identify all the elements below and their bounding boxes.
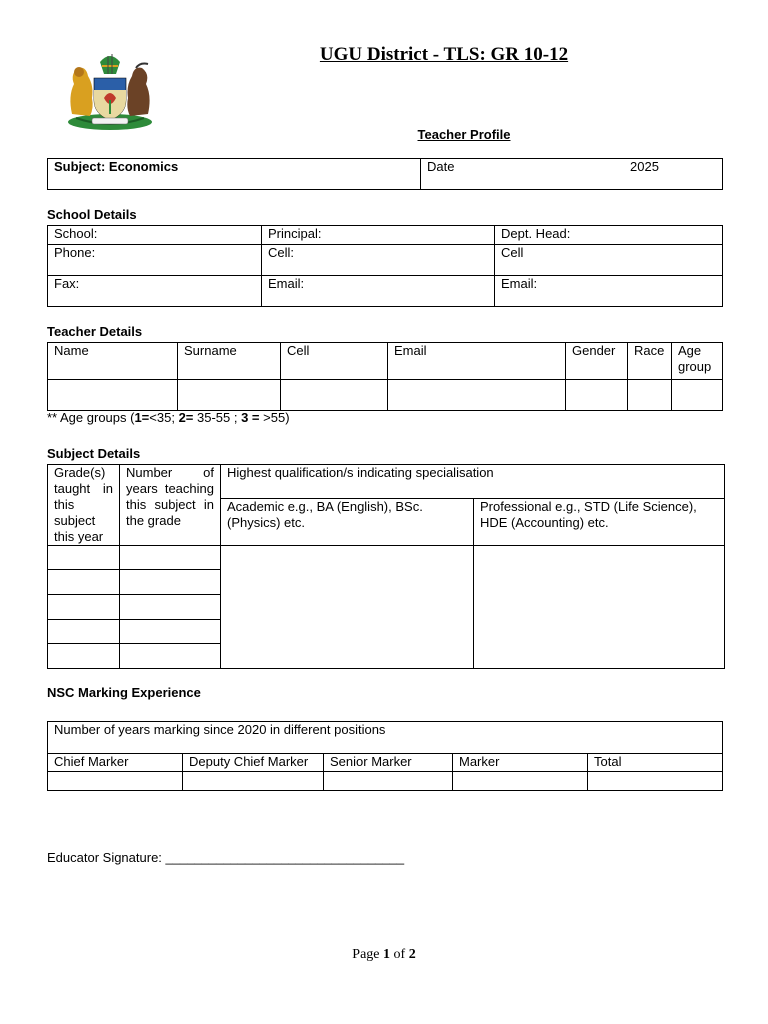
academic-input-cell[interactable] <box>221 546 474 669</box>
principal-field[interactable]: Principal: <box>262 226 495 245</box>
page-current: 1 <box>383 947 391 962</box>
years-input-cell[interactable] <box>120 644 221 669</box>
years-input-cell[interactable] <box>120 595 221 620</box>
column-header-chief-marker: Chief Marker <box>48 754 183 772</box>
fax-field[interactable]: Fax: <box>48 276 262 307</box>
email-input-cell[interactable] <box>388 380 566 411</box>
name-input-cell[interactable] <box>48 380 178 411</box>
dept-head-field[interactable]: Dept. Head: <box>495 226 723 245</box>
page-word: Page <box>352 947 384 962</box>
document-title: UGU District - TLS: GR 10-12 <box>319 44 569 65</box>
school-field[interactable]: School: <box>48 226 262 245</box>
educator-signature-line[interactable]: Educator Signature: _________________________________ <box>47 850 405 865</box>
column-header-marker: Marker <box>453 754 588 772</box>
years-input-cell[interactable] <box>120 620 221 644</box>
subject-date-table <box>47 158 723 190</box>
gender-input-cell[interactable] <box>566 380 628 411</box>
race-input-cell[interactable] <box>628 380 672 411</box>
column-header-race: Race <box>628 343 672 380</box>
grades-header: Grade(s) taught in this subject this year <box>48 465 120 546</box>
age-1-text: <35; <box>149 410 179 425</box>
age-2-label: 2= <box>178 410 194 425</box>
of-word: of <box>390 947 409 962</box>
professional-header: Professional e.g., STD (Life Science), HDE (Accounting) etc. <box>474 499 725 546</box>
years-teaching-header: Number of years teaching this subject in the grade <box>120 465 221 546</box>
form-title: Teacher Profile <box>417 127 511 142</box>
cell-input-cell[interactable] <box>281 380 388 411</box>
age-3-text: >55) <box>259 410 290 425</box>
grade-input-cell[interactable] <box>48 644 120 669</box>
grade-input-cell[interactable] <box>48 546 120 570</box>
subject-cell[interactable]: Subject: Economics <box>48 159 421 190</box>
professional-input-cell[interactable] <box>474 546 725 669</box>
dept-cell-field[interactable]: Cell <box>495 245 723 276</box>
date-label: Date <box>427 159 455 174</box>
column-header-email: Email <box>388 343 566 380</box>
senior-marker-input-cell[interactable] <box>324 772 453 791</box>
nsc-table <box>47 721 723 791</box>
nsc-heading: NSC Marking Experience <box>47 685 201 700</box>
grade-input-cell[interactable] <box>48 570 120 595</box>
column-header-age-group: Age group <box>672 343 723 380</box>
dept-email-field[interactable]: Email: <box>495 276 723 307</box>
chief-marker-input-cell[interactable] <box>48 772 183 791</box>
year-value: 2025 <box>630 159 659 174</box>
age-2-text: 35-55 ; <box>193 410 242 425</box>
deputy-chief-marker-input-cell[interactable] <box>183 772 324 791</box>
age-note-prefix: ** Age groups ( <box>47 410 135 425</box>
school-details-heading: School Details <box>47 207 137 222</box>
phone-field[interactable]: Phone: <box>48 245 262 276</box>
column-header-deputy-chief-marker: Deputy Chief Marker <box>183 754 324 772</box>
age-groups-note <box>47 410 290 425</box>
qualification-header: Highest qualification/s indicating specialisation <box>221 465 725 499</box>
academic-header: Academic e.g., BA (English), BSc. (Physics) etc. <box>221 499 474 546</box>
cell-field[interactable]: Cell: <box>262 245 495 276</box>
total-input-cell[interactable] <box>588 772 723 791</box>
page-total: 2 <box>408 947 416 962</box>
surname-input-cell[interactable] <box>178 380 281 411</box>
nsc-years-header: Number of years marking since 2020 in different positions <box>48 722 723 754</box>
column-header-name: Name <box>48 343 178 380</box>
subject-details-table <box>47 464 725 669</box>
column-header-total: Total <box>588 754 723 772</box>
email-field[interactable]: Email: <box>262 276 495 307</box>
column-header-senior-marker: Senior Marker <box>324 754 453 772</box>
years-input-cell[interactable] <box>120 570 221 595</box>
school-details-table <box>47 225 723 307</box>
date-cell[interactable] <box>421 159 723 190</box>
teacher-details-table <box>47 342 723 411</box>
marker-input-cell[interactable] <box>453 772 588 791</box>
years-input-cell[interactable] <box>120 546 221 570</box>
age-3-label: 3 = <box>241 410 260 425</box>
column-header-surname: Surname <box>178 343 281 380</box>
column-header-cell: Cell <box>281 343 388 380</box>
page-footer <box>0 947 768 963</box>
age-group-input-cell[interactable] <box>672 380 723 411</box>
grade-input-cell[interactable] <box>48 595 120 620</box>
grade-input-cell[interactable] <box>48 620 120 644</box>
column-header-gender: Gender <box>566 343 628 380</box>
age-1-label: 1= <box>134 410 150 425</box>
teacher-details-heading: Teacher Details <box>47 324 143 339</box>
subject-details-heading: Subject Details <box>47 446 141 461</box>
